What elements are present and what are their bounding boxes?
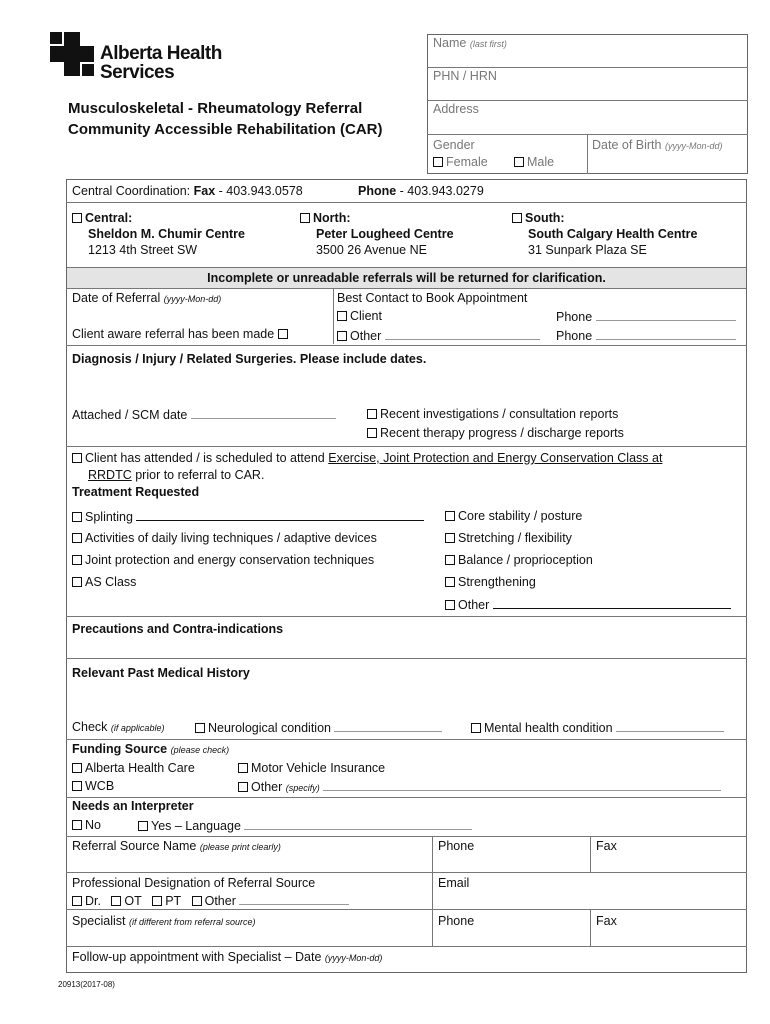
stretching-checkbox[interactable] bbox=[445, 533, 455, 543]
form-title bbox=[68, 98, 383, 140]
recent-therapy-checkbox[interactable] bbox=[367, 428, 377, 438]
funding-other-checkbox[interactable] bbox=[238, 782, 248, 792]
client-aware-checkbox[interactable] bbox=[278, 329, 288, 339]
interpreter-yes[interactable]: Yes – Language bbox=[138, 818, 472, 833]
title-line1: Musculoskeletal - Rheumatology Referral bbox=[68, 100, 363, 117]
designation-dr[interactable]: Dr. bbox=[72, 894, 101, 908]
treatment-core-stability[interactable]: Core stability / posture bbox=[445, 509, 582, 523]
referral-source-fax-field[interactable]: Fax bbox=[596, 839, 617, 853]
gender-label: Gender bbox=[433, 138, 475, 152]
contact-client-phone[interactable]: Phone bbox=[556, 309, 736, 324]
specialist-field[interactable]: Specialist (if different from referral source) bbox=[72, 914, 256, 928]
neurological-checkbox[interactable] bbox=[195, 723, 205, 733]
title-line2: Community Accessible Rehabilitation (CAR) bbox=[68, 121, 383, 138]
designation-other-checkbox[interactable] bbox=[192, 896, 202, 906]
attended-class-checkbox[interactable] bbox=[72, 453, 82, 463]
treatment-adl[interactable]: Activities of daily living techniques / adaptive devices bbox=[72, 531, 377, 545]
referral-source-phone-field[interactable]: Phone bbox=[438, 839, 475, 853]
central-coordination: Central Coordination: Fax - 403.943.0578 bbox=[72, 184, 303, 198]
strengthening-checkbox[interactable] bbox=[445, 577, 455, 587]
specialist-fax-field[interactable]: Fax bbox=[596, 914, 617, 928]
male-option[interactable]: Male bbox=[514, 155, 554, 169]
address-field[interactable]: Address bbox=[433, 102, 479, 116]
ahs-logo-mark bbox=[50, 32, 94, 76]
dob-field[interactable]: Date of Birth (yyyy-Mon-dd) bbox=[592, 138, 723, 152]
male-checkbox[interactable] bbox=[514, 157, 524, 167]
recent-therapy-option[interactable]: Recent therapy progress / discharge reports bbox=[367, 426, 624, 440]
designation-options bbox=[72, 893, 349, 908]
joint-protection-checkbox[interactable] bbox=[72, 555, 82, 565]
funding-mvi[interactable]: Motor Vehicle Insurance bbox=[238, 761, 385, 775]
north-checkbox[interactable] bbox=[300, 213, 310, 223]
best-contact-label: Best Contact to Book Appointment bbox=[337, 291, 528, 305]
history-heading: Relevant Past Medical History bbox=[72, 666, 250, 680]
recent-investigations-option[interactable]: Recent investigations / consultation reports bbox=[367, 407, 618, 421]
treatment-heading: Treatment Requested bbox=[72, 485, 200, 499]
diagnosis-heading: Diagnosis / Injury / Related Surgeries. Please include dates. bbox=[72, 352, 427, 366]
central-checkbox[interactable] bbox=[72, 213, 82, 223]
treatment-other[interactable]: Other bbox=[445, 597, 731, 612]
female-option[interactable]: Female bbox=[433, 155, 488, 169]
funding-wcb[interactable]: WCB bbox=[72, 779, 114, 793]
interpreter-no[interactable]: No bbox=[72, 818, 101, 832]
precautions-heading: Precautions and Contra-indications bbox=[72, 622, 284, 636]
ahs-logo bbox=[50, 32, 94, 76]
recent-investigations-checkbox[interactable] bbox=[367, 409, 377, 419]
history-check-label: Check (if applicable) bbox=[72, 720, 165, 734]
attended-class-option[interactable]: Client has attended / is scheduled to attend Exercise, Joint Protection and Energy Conservation Class at RRDTC prior to referral to CAR. bbox=[72, 450, 662, 484]
treatment-splinting[interactable]: Splinting bbox=[72, 509, 424, 524]
interpreter-yes-checkbox[interactable] bbox=[138, 821, 148, 831]
attached-scm-date[interactable]: Attached / SCM date bbox=[72, 407, 336, 422]
female-checkbox[interactable] bbox=[433, 157, 443, 167]
treatment-other-checkbox[interactable] bbox=[445, 600, 455, 610]
form-number: 20913(2017-08) bbox=[58, 980, 115, 989]
coordination-phone: Phone - 403.943.0279 bbox=[358, 184, 484, 198]
treatment-stretching[interactable]: Stretching / flexibility bbox=[445, 531, 572, 545]
treatment-joint-protection[interactable]: Joint protection and energy conservation techniques bbox=[72, 553, 374, 567]
contact-client-option[interactable]: Client bbox=[337, 309, 382, 323]
core-stability-checkbox[interactable] bbox=[445, 511, 455, 521]
followup-date-field[interactable]: Follow-up appointment with Specialist – Date (yyyy-Mon-dd) bbox=[72, 950, 383, 964]
interpreter-heading: Needs an Interpreter bbox=[72, 799, 194, 813]
balance-checkbox[interactable] bbox=[445, 555, 455, 565]
logo-line2: Services bbox=[100, 62, 175, 83]
mvi-checkbox[interactable] bbox=[238, 763, 248, 773]
contact-other-option[interactable]: Other bbox=[337, 328, 540, 343]
name-field[interactable]: Name (last first) bbox=[433, 36, 507, 50]
pt-checkbox[interactable] bbox=[152, 896, 162, 906]
logo-text bbox=[100, 44, 222, 82]
logo-line1: Alberta Health bbox=[100, 43, 222, 64]
wcb-checkbox[interactable] bbox=[72, 781, 82, 791]
interpreter-no-checkbox[interactable] bbox=[72, 820, 82, 830]
mental-health-option[interactable]: Mental health condition bbox=[471, 720, 724, 735]
client-aware[interactable]: Client aware referral has been made bbox=[72, 327, 291, 341]
contact-other-phone[interactable]: Phone bbox=[556, 328, 736, 343]
designation-pt[interactable]: PT bbox=[152, 894, 181, 908]
funding-ahc[interactable]: Alberta Health Care bbox=[72, 761, 195, 775]
funding-other[interactable]: Other (specify) bbox=[238, 779, 721, 794]
as-class-checkbox[interactable] bbox=[72, 577, 82, 587]
designation-ot[interactable]: OT bbox=[111, 894, 141, 908]
treatment-balance[interactable]: Balance / proprioception bbox=[445, 553, 593, 567]
site-central[interactable]: Central: Sheldon M. Chumir Centre 1213 4th Street SW bbox=[72, 210, 245, 258]
neurological-option[interactable]: Neurological condition bbox=[195, 720, 442, 735]
adl-checkbox[interactable] bbox=[72, 533, 82, 543]
south-checkbox[interactable] bbox=[512, 213, 522, 223]
treatment-strengthening[interactable]: Strengthening bbox=[445, 575, 536, 589]
contact-other-checkbox[interactable] bbox=[337, 331, 347, 341]
contact-client-checkbox[interactable] bbox=[337, 311, 347, 321]
ahc-checkbox[interactable] bbox=[72, 763, 82, 773]
dr-checkbox[interactable] bbox=[72, 896, 82, 906]
referral-date-field[interactable]: Date of Referral (yyyy-Mon-dd) bbox=[72, 291, 222, 305]
site-south[interactable]: South: South Calgary Health Centre 31 Sunpark Plaza SE bbox=[512, 210, 697, 258]
designation-other[interactable]: Other bbox=[192, 894, 350, 908]
treatment-as-class[interactable]: AS Class bbox=[72, 575, 136, 589]
ot-checkbox[interactable] bbox=[111, 896, 121, 906]
referral-source-name-field[interactable]: Referral Source Name (please print clearly) bbox=[72, 839, 281, 853]
notice-banner: Incomplete or unreadable referrals will be returned for clarification. bbox=[67, 267, 746, 289]
designation-label: Professional Designation of Referral Source bbox=[72, 876, 316, 890]
phn-field[interactable]: PHN / HRN bbox=[433, 69, 497, 83]
site-north[interactable]: North: Peter Lougheed Centre 3500 26 Avenue NE bbox=[300, 210, 454, 258]
splinting-checkbox[interactable] bbox=[72, 512, 82, 522]
referral-source-email-field[interactable]: Email bbox=[438, 876, 470, 890]
specialist-phone-field[interactable]: Phone bbox=[438, 914, 475, 928]
mental-health-checkbox[interactable] bbox=[471, 723, 481, 733]
funding-heading: Funding Source (please check) bbox=[72, 742, 230, 756]
